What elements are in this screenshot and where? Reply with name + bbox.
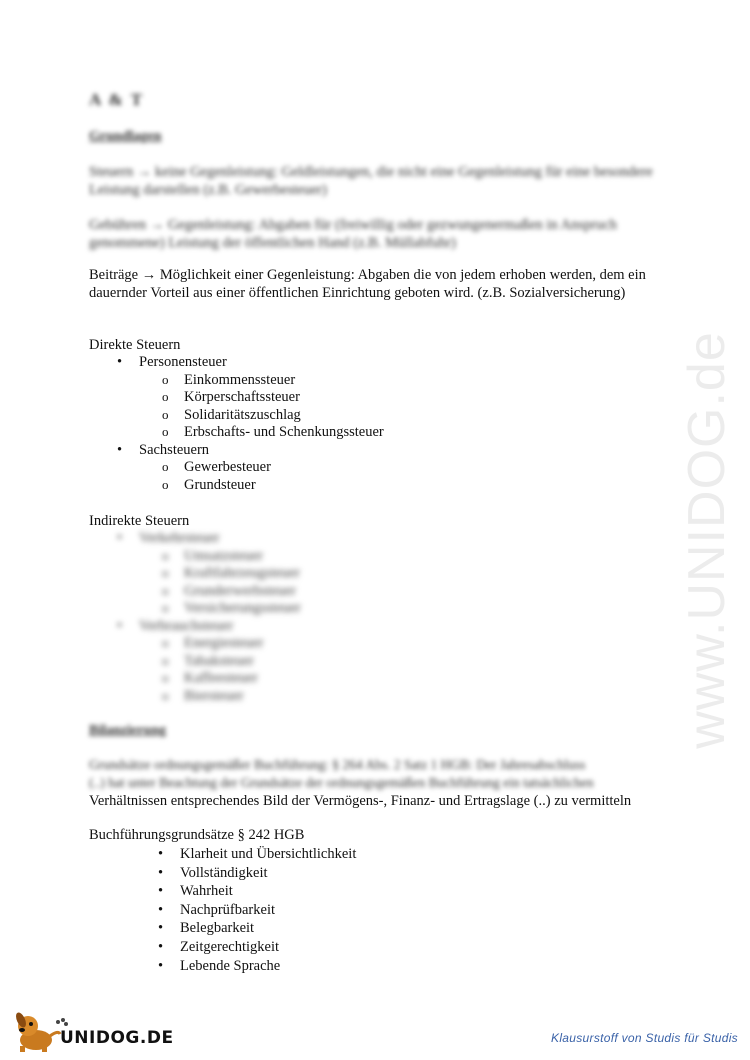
- heading-direkte-steuern: Direkte Steuern: [89, 337, 181, 353]
- heading-buchfuehrungsgrundsaetze: Buchführungsgrundsätze § 242 HGB: [89, 827, 305, 843]
- paragraph-steuern: Steuern → keine Gegenleistung: Geldleistungen, die nicht eine Gegenleistung für eine besondere Leistung darstellen (z.B. Gewerbesteuer): [89, 164, 653, 198]
- list-item: o Versicherungssteuer: [162, 600, 301, 618]
- list-item: • Lebende Sprache: [158, 957, 356, 976]
- list-item: o Biersteuer: [162, 688, 301, 706]
- list-item: • Sachsteuern o Gewerbesteuer o Grundsteuer: [117, 442, 384, 495]
- list-item: • Vollständigkeit: [158, 864, 356, 883]
- footer-text: Klausurstoff von Studis für Studis: [551, 1031, 738, 1045]
- list-item: o Solidaritätszuschlag: [162, 407, 384, 425]
- list-item: o Grunderwerbsteuer: [162, 583, 301, 601]
- list-item: o Tabaksteuer: [162, 653, 301, 671]
- list-item: o Grundsteuer: [162, 477, 384, 495]
- page-title: A & T: [89, 90, 145, 109]
- paragraph-gebuehren: Gebühren → Gegenleistung: Abgaben für (freiwillig oder gezwungenermaßen in Anspruch genommene) Leistung der öffentlichen Hand (z.B. Müllabfuhr): [89, 217, 617, 251]
- list-item: • Personensteuer o Einkommenssteuer o Körperschaftssteuer o Solidaritätszuschlag o Erbschafts- und Schenkungssteuer: [117, 354, 384, 442]
- list-item: • Belegbarkeit: [158, 919, 356, 938]
- list-item: o Umsatzsteuer: [162, 548, 301, 566]
- heading-grundlagen: Grundlagen: [89, 129, 162, 144]
- heading-bilanzierung: Bilanzierung: [89, 723, 167, 738]
- list-item: o Körperschaftssteuer: [162, 389, 384, 407]
- list-buchfuehrungsgrundsaetze: [158, 845, 356, 975]
- list-item: o Kaffeesteuer: [162, 670, 301, 688]
- list-item: o Gewerbesteuer: [162, 459, 384, 477]
- list-indirekte-steuern: [117, 530, 301, 705]
- unidog-logo: [10, 1010, 180, 1054]
- bilanz-line-1: Grundsätze ordnungsgemäßer Buchführung: § 264 Abs. 2 Satz 1 HGB: Der Jahresabschluss: [89, 757, 586, 772]
- list-item: o Kraftfahrzeugsteuer: [162, 565, 301, 583]
- watermark: www.UNIDOG.de: [678, 331, 736, 749]
- list-item: • Verkehrsteuer o Umsatzsteuer o Kraftfahrzeugsteuer o Grunderwerbsteuer o Versicherungssteuer: [117, 530, 301, 618]
- list-item: • Verbrauchsteuer o Energiesteuer o Tabaksteuer o Kaffeesteuer o Biersteuer: [117, 618, 301, 706]
- heading-indirekte-steuern: Indirekte Steuern: [89, 513, 190, 529]
- bilanz-line-3: Verhältnissen entsprechendes Bild der Vermögens-, Finanz- und Ertragslage (..) zu vermitteln: [89, 793, 632, 809]
- list-item: o Einkommenssteuer: [162, 372, 384, 390]
- list-direkte-steuern: [117, 354, 384, 494]
- list-item: o Erbschafts- und Schenkungssteuer: [162, 424, 384, 442]
- list-item: • Zeitgerechtigkeit: [158, 938, 356, 957]
- bilanz-line-2: (..) hat unter Beachtung der Grundsätze der ordnungsgemäßen Buchführung ein tatsächlichen: [89, 775, 594, 790]
- paragraph-beitraege: Beiträge → Möglichkeit einer Gegenleistung: Abgaben die von jedem erhoben werden, dem ein dauernder Vorteil aus einer öffentlichen Einrichtung geboten wird. (z.B. Sozialversicherung): [89, 267, 646, 301]
- list-item: o Energiesteuer: [162, 635, 301, 653]
- list-item: • Nachprüfbarkeit: [158, 901, 356, 920]
- logo-text: UNIDOG.DE: [60, 1028, 174, 1048]
- list-item: • Klarheit und Übersichtlichkeit: [158, 845, 356, 864]
- list-item: • Wahrheit: [158, 882, 356, 901]
